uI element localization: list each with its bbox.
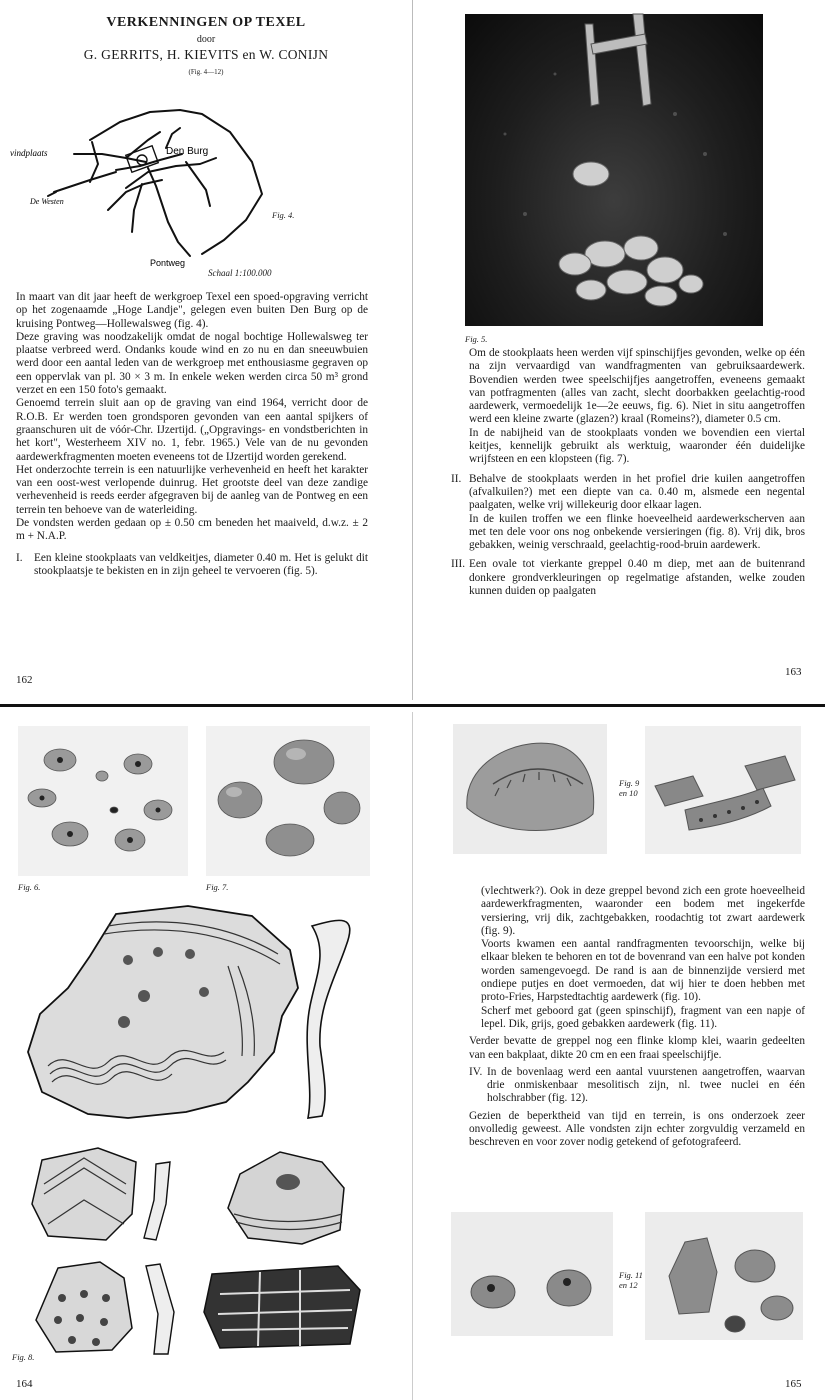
list-item-III [451, 558, 805, 598]
figure-8-sherd-2 [28, 1144, 188, 1248]
article-title: VERKENNINGEN OP TEXEL [106, 15, 306, 30]
list-item-I [16, 552, 368, 579]
page-164 [0, 712, 412, 1400]
figure-8-sherd-large [28, 906, 368, 1130]
map-label-vindplaats: vindplaats [10, 148, 48, 158]
paragraph: (vlechtwerk?). Ook in deze greppel bevond zich een grote hoeveelheid aardewerkfragmenten, waaronder een bodem met ingekerfde versiering, vrij dik, zachtgebakken, roodachtig tot zwart aardewerk (fig. 9). [481, 885, 805, 937]
list-number: II. [451, 472, 462, 485]
figure-7-photo [206, 726, 370, 876]
page-number: 163 [785, 666, 802, 678]
article-authors: G. GERRITS, H. KIEVITS en W. CONIJN [83, 47, 329, 62]
paragraph: Het onderzochte terrein is een natuurlijke verhevenheid en heeft het karakter van een oost-west verlopende duinrug. Het grootste deel van deze zandige verhevenheid is reeds eerder afgegraven bij de aanleg van de Pontweg en een terrein ten behoeve van de waterleiding. [16, 463, 368, 516]
spindle-whorls [18, 726, 188, 876]
paragraph: Een kleine stookplaats van veldkeitjes, diameter 0.40 m. Het is gelukt dit stookplaatsje te bekisten en in zijn geheel te vervoeren (fig. 5). [34, 551, 368, 577]
paragraph: In de kuilen troffen we een flinke hoeveelheid aardewerkscherven aan met ten dele voor ons nog onbekende versieringen (fig. 8). Vrij dik, bros gebakken, weinig verschraald, geelachtig-rood-bruin aardewerk. [469, 512, 805, 552]
paragraph: In maart van dit jaar heeft de werkgroep Texel een spoed-opgraving verricht op het zogenaamde „Hoge Landje", gelegen even buiten Den Burg op de kruising Pontweg—Hollewalsweg (fig. 4). [16, 291, 368, 330]
hearth-stones [465, 14, 763, 326]
map-label-den-burg: Den Burg [166, 146, 209, 157]
figure-8-sherd-3 [218, 1144, 368, 1248]
list-item-IV [469, 1066, 805, 1106]
list-item-II [451, 473, 805, 553]
rim-fragments [645, 726, 801, 854]
page-165 [413, 712, 825, 1400]
flint-artifacts [645, 1212, 803, 1340]
page-number: 162 [16, 674, 33, 686]
figure-7-caption: Fig. 7. [206, 882, 229, 892]
figure-6-photo [18, 726, 188, 876]
paragraph: Een ovale tot vierkante greppel 0.40 m diep, met aan de buitenrand donkere grondverkleuringen op regelmatige afstanden, welke zouden kunnen duiden op paalgaten [469, 558, 805, 598]
paragraph: Verder bevatte de greppel nog een flinke klomp klei, waarin gedeelten van een bakplaat, dikte 20 cm en een fraai speelschijfje. [469, 1035, 805, 1061]
figure-reference: (Fig. 4—12) [188, 68, 224, 76]
page-163-body [451, 347, 805, 598]
figure-9-caption: Fig. 9 en 10 [619, 778, 640, 798]
byline-door: door [196, 34, 216, 45]
figure-4-caption: Fig. 4. [272, 210, 295, 220]
list-number: I. [16, 551, 23, 564]
location-map [10, 92, 340, 272]
paragraph: In de nabijheid van de stookplaats vonden we bovendien een viertal keitjes, kennelijk gebruikt als werktuig, waaronder één duidelijke wrijfsteen en een klopsteen (fig. 7). [469, 426, 805, 466]
decorated-base-sherd [453, 724, 607, 854]
map-scale: Schaal 1:100.000 [208, 268, 272, 278]
paragraph: Gezien de beperktheid van tijd en terrein, is ons onderzoek zeer onvolledig geweest. Alle vondsten zijn echter zorgvuldig verzameld en beschreven en voor zover nodig getekend of gefotografeerd. [469, 1109, 805, 1149]
paragraph: Voorts kwamen een aantal randfragmenten tevoorschijn, welke bij elkaar bleken te behoren en tot de bovenrand van een halve pot konden worden samengevoegd. De rand is aan de binnenzijde versierd met ondiepe putjes en doet vermoeden, dat wij hier te doen hebben met proto-Fries, Harpstedtachtig aardewerk (fig. 10). [481, 938, 805, 1004]
figure-8-caption: Fig. 8. [12, 1352, 35, 1362]
paragraph: Scherf met geboord gat (geen spinschijf), fragment van een napje of lepel. Dik, grijs, goed gebakken aardewerk (fig. 11). [481, 1004, 805, 1030]
figure-5-photo [465, 14, 763, 326]
list-number: III. [451, 558, 466, 571]
page-162 [0, 0, 412, 700]
page-162-body [16, 291, 368, 578]
paragraph: Om de stookplaats heen werden vijf spinschijfjes gevonden, welke op één na zijn vervaardigd van wandfragmenten van gebruiksaardewerk. Bovendien werden twee speelschijfjes aangetroffen, eveneens gemaakt van potfragmenten (alles van zacht, slecht doorbakken geelachtig-rood aardewerk, vermoedelijk 1e—2e eeuws, fig. 6). Niet in situ aangetroffen werd een kleine zwarte (glazen?) kraal (Romeins?), diameter 0.5 cm. [469, 347, 805, 426]
figure-8-sherd-5 [200, 1260, 370, 1352]
map-label-pontweg: Pontweg [150, 258, 186, 268]
perforated-sherds [451, 1212, 613, 1336]
page-number: 164 [16, 1378, 33, 1390]
paragraph: In de bovenlaag werd een aantal vuurstenen aangetroffen, waarvan drie onmiskenbaar mesolitisch zijn, nl. twee nuclei en één holschrabber (fig. 12). [487, 1065, 805, 1105]
figure-10-photo [645, 726, 801, 854]
paragraph: De vondsten werden gedaan op ± 0.50 cm beneden het maaiveld, d.w.z. ± 2 m + N.A.P. [16, 517, 368, 543]
paragraph: Behalve de stookplaats werden in het profiel drie kuilen aangetroffen (afvalkuilen?) met een diepte van ca. 0.40 m, alsmede een negental paalgaten, welke vrij willekeurig door elkaar lagen. [469, 472, 805, 512]
figure-8-sherd-4 [28, 1258, 188, 1358]
paragraph: Deze graving was noodzakelijk omdat de nogal bochtige Hollewalsweg ter plaatse verbreed werd. Ondanks koude wind en zo nu en dan sneeuwbuien werd door een aantal leden van de werkgroep met enthousiasme gegraven op een oppervlak van pl. 30 × 3 m. In enkele weken werden circa 50 m³ grond verzet en een 150 foto's gemaakt. [16, 330, 368, 397]
stone-tools [206, 726, 370, 876]
page-165-body [469, 885, 805, 1150]
figure-11-photo [451, 1212, 613, 1336]
paragraph: Genoemd terrein sluit aan op de graving van eind 1964, verricht door de R.O.B. Er werden toen grondsporen gevonden van een aantal spijkers of graanschuren uit de vóór-Chr. IJzertijd. („Opgravings- en vondstberichten in het kort", Westerheem XIV no. 1, febr. 1965.) Vele van de nu gevonden aardewerkfragmenten moeten eveneens tot de IJzertijd worden gerekend. [16, 397, 368, 463]
spread-divider [0, 704, 825, 707]
figure-9-photo [453, 724, 607, 854]
list-number: IV. [469, 1065, 483, 1078]
page-163 [413, 0, 825, 700]
page-number: 165 [785, 1378, 802, 1390]
figure-5-caption: Fig. 5. [465, 334, 488, 344]
figure-12-photo [645, 1212, 803, 1340]
figure-6-caption: Fig. 6. [18, 882, 41, 892]
figure-11-caption: Fig. 11 en 12 [619, 1270, 643, 1290]
map-label-de-westen: De Westen [30, 197, 64, 206]
